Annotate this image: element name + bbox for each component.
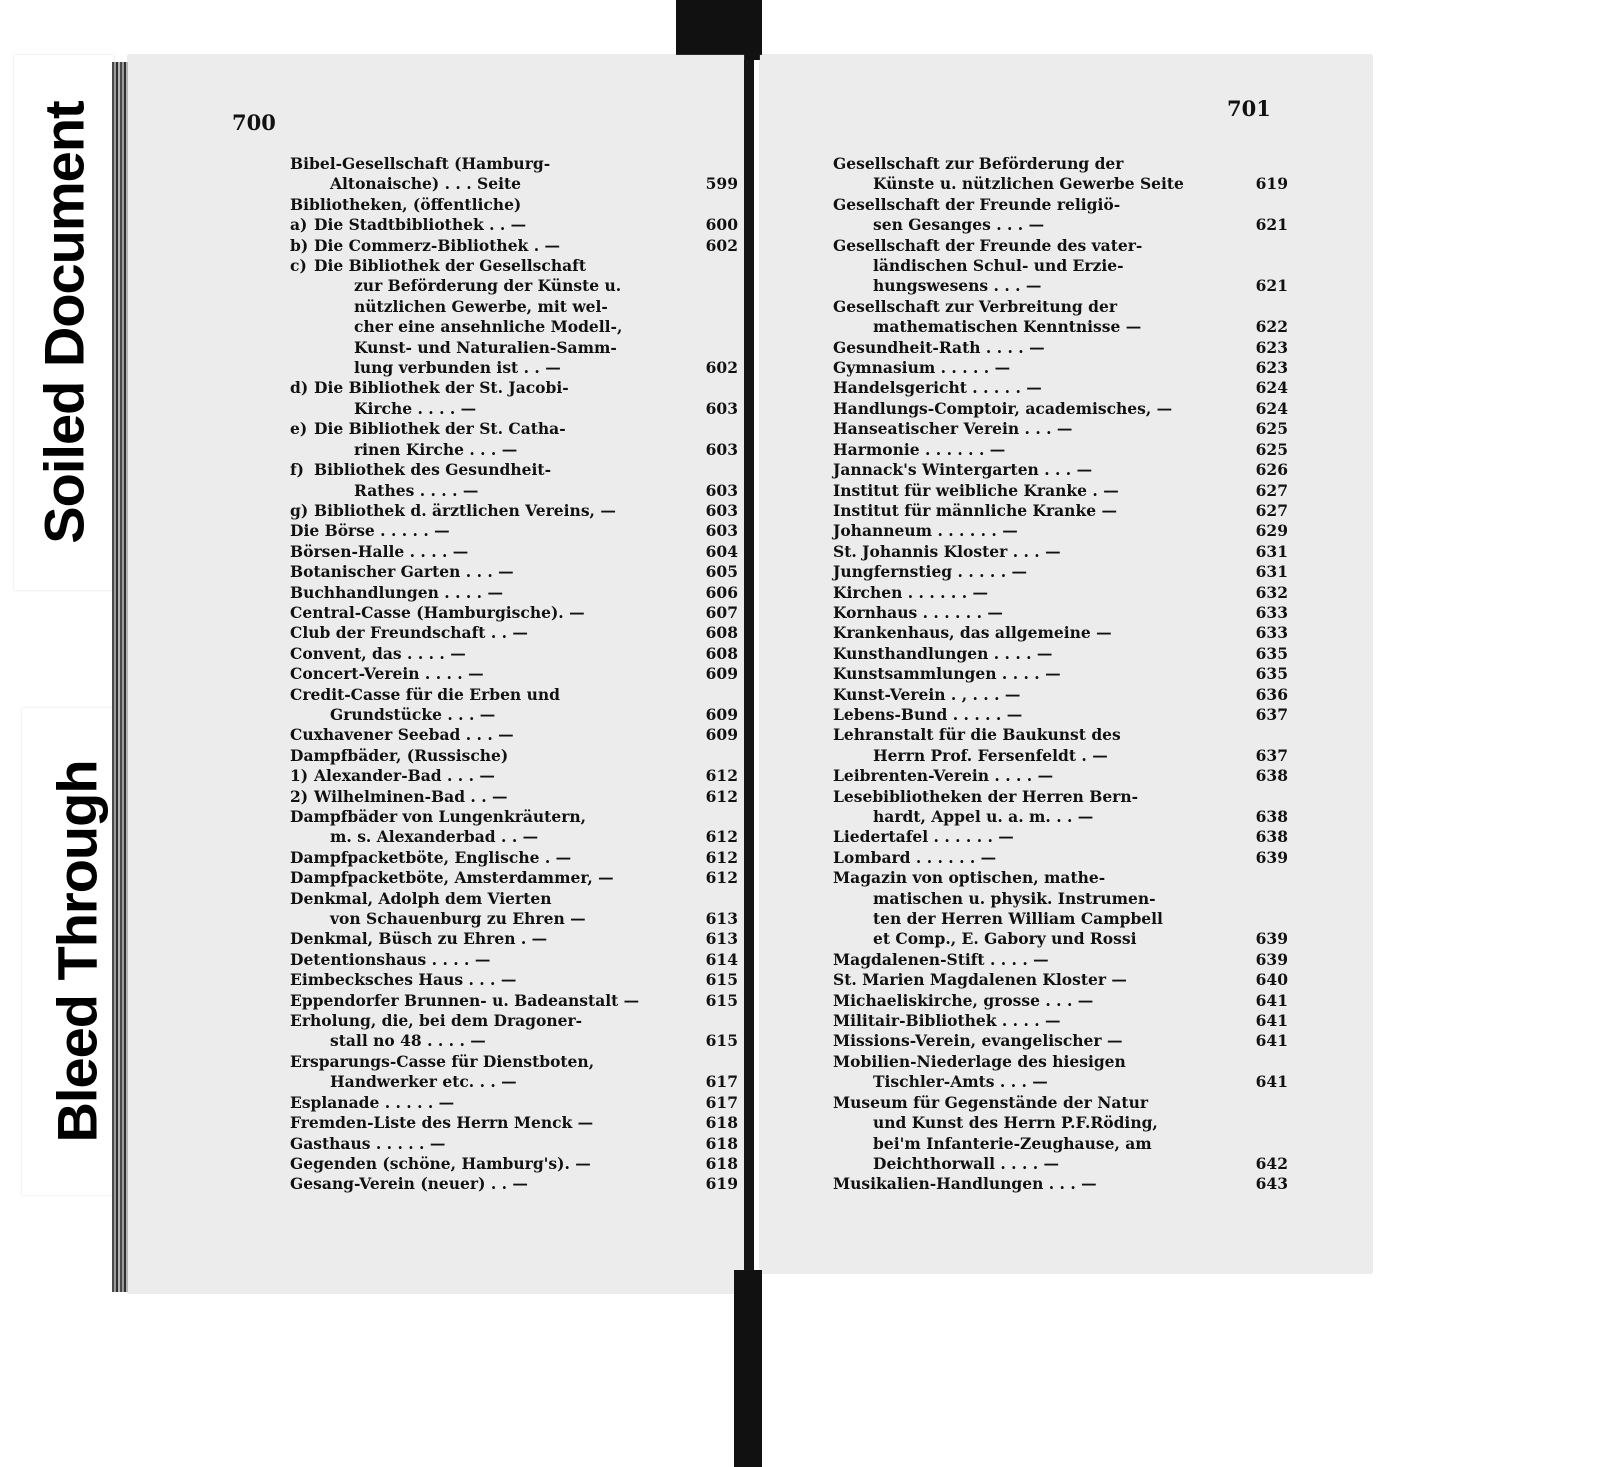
entry-text: Convent, das . . . . — <box>290 643 466 663</box>
entry-page-number: 608 <box>705 643 738 663</box>
index-entry-line <box>290 195 738 215</box>
index-entry-line <box>290 1113 738 1133</box>
entry-page-number: 618 <box>705 1113 738 1133</box>
binding-strap-bottom <box>734 1270 762 1467</box>
index-entry-line <box>290 807 738 827</box>
entry-page-number: 612 <box>705 786 738 806</box>
index-entry-line <box>290 440 738 460</box>
entry-text: Buchhandlungen . . . . — <box>290 582 503 602</box>
entry-text: Magdalenen-Stift . . . . — <box>833 949 1049 969</box>
index-entry-line <box>833 889 1288 909</box>
entry-text: Missions-Verein, evangelischer — <box>833 1031 1123 1051</box>
index-entry-line <box>290 174 738 194</box>
entry-page-number: 631 <box>1255 541 1288 561</box>
entry-index-marker: e) <box>290 419 308 439</box>
entry-page-number: 629 <box>1255 521 1288 541</box>
index-entry-line <box>290 1052 738 1072</box>
entry-page-number: 639 <box>1255 949 1288 969</box>
entry-index-marker: a) <box>290 215 308 235</box>
entry-text: Dampfpacketböte, Amsterdammer, — <box>290 868 614 888</box>
index-entry-line <box>290 991 738 1011</box>
entry-page-number: 636 <box>1255 684 1288 704</box>
entry-text: zur Beförderung der Künste u. <box>354 276 622 296</box>
entry-page-number: 641 <box>1255 1072 1288 1092</box>
entry-page-number: 622 <box>1255 317 1288 337</box>
index-entry-line <box>833 848 1288 868</box>
index-entry-line <box>833 746 1288 766</box>
entry-text: Kornhaus . . . . . . — <box>833 602 1003 622</box>
entry-text: Mobilien-Niederlage des hiesigen <box>833 1051 1126 1071</box>
entry-page-number: 631 <box>1255 562 1288 582</box>
entry-page-number: 621 <box>1255 276 1288 296</box>
index-entry-line <box>290 501 738 521</box>
entry-page-number: 605 <box>705 562 738 582</box>
index-entry-line <box>290 1031 738 1051</box>
index-entry-line <box>290 889 738 909</box>
entry-page-number: 625 <box>1255 419 1288 439</box>
index-entry-line <box>833 725 1288 745</box>
entry-text: Kirchen . . . . . . — <box>833 582 989 602</box>
index-entry-line <box>290 521 738 541</box>
entry-page-number: 641 <box>1255 990 1288 1010</box>
entry-text: Erholung, die, bei dem Dragoner- <box>290 1011 583 1031</box>
entry-text: Gesellschaft zur Beförderung der <box>833 154 1124 173</box>
entry-text: Lesebibliotheken der Herren Bern- <box>833 786 1139 806</box>
index-entry-line <box>290 827 738 847</box>
index-entry-line <box>833 399 1288 419</box>
entry-page-number: 609 <box>705 664 738 684</box>
entry-page-number: 614 <box>705 949 738 969</box>
index-entry-line <box>290 1134 738 1154</box>
entry-page-number: 615 <box>705 1031 738 1051</box>
entry-text: nützlichen Gewerbe, mit wel- <box>354 296 608 316</box>
entry-text: ten der Herren William Campbell <box>873 909 1163 929</box>
entry-text: Botanischer Garten . . . — <box>290 562 514 582</box>
entry-page-number: 640 <box>1255 970 1288 990</box>
index-entry-line <box>833 154 1288 174</box>
entry-page-number: 643 <box>1255 1174 1288 1194</box>
index-entry-line <box>833 991 1288 1011</box>
index-entry-line <box>833 501 1288 521</box>
entry-text: Gegenden (schöne, Hamburg's). — <box>290 1153 591 1173</box>
entry-text: stall no 48 . . . . — <box>330 1031 486 1051</box>
index-entry-line <box>833 1031 1288 1051</box>
index-entry-line <box>833 297 1288 317</box>
entry-text: Kunsthandlungen . . . . — <box>833 643 1053 663</box>
entry-page-number: 639 <box>1255 847 1288 867</box>
entry-text: Johanneum . . . . . . — <box>833 521 1018 541</box>
index-entry-line <box>290 542 738 562</box>
entry-text: Liedertafel . . . . . . — <box>833 827 1014 847</box>
index-entry-line <box>833 685 1288 705</box>
entry-page-number: 603 <box>705 500 738 520</box>
index-entry-line <box>833 1011 1288 1031</box>
entry-text: Jannack's Wintergarten . . . — <box>833 460 1093 480</box>
index-entry-line <box>290 419 738 439</box>
entry-index-marker: f) <box>290 460 305 480</box>
index-entry-line <box>290 154 738 174</box>
entry-page-number: 635 <box>1255 643 1288 663</box>
index-entry-line <box>290 256 738 276</box>
index-entry-line <box>833 481 1288 501</box>
book-gutter <box>744 60 754 1275</box>
index-entry-line <box>833 276 1288 296</box>
entry-text: Militair-Bibliothek . . . . — <box>833 1011 1061 1031</box>
entry-page-number: 604 <box>705 541 738 561</box>
right-index-list <box>833 154 1288 1195</box>
entry-text: et Comp., E. Gabory und Rossi <box>873 929 1137 949</box>
entry-text: Institut für männliche Kranke — <box>833 500 1117 520</box>
index-entry-line <box>290 1154 738 1174</box>
entry-text: Kunst-Verein . , . . . — <box>833 684 1021 704</box>
index-entry-line <box>833 378 1288 398</box>
entry-text: Die Bibliothek der St. Catha- <box>314 419 566 439</box>
index-entry-line <box>290 725 738 745</box>
index-entry-line <box>290 358 738 378</box>
index-entry-line <box>833 460 1288 480</box>
index-entry-line <box>833 583 1288 603</box>
index-entry-line <box>833 766 1288 786</box>
binding-strap-top <box>676 0 762 60</box>
entry-page-number: 613 <box>705 929 738 949</box>
entry-text: Die Stadtbibliothek . . — <box>314 215 527 235</box>
entry-text: m. s. Alexanderbad . . — <box>330 827 539 847</box>
entry-text: Ersparungs-Casse für Dienstboten, <box>290 1051 595 1071</box>
bleed-through-text: Bleed Through <box>45 760 109 1143</box>
soiled-document-text: Soiled Document <box>32 101 96 544</box>
entry-text: Tischler-Amts . . . — <box>873 1072 1048 1092</box>
entry-text: Museum für Gegenstände der Natur <box>833 1092 1149 1112</box>
entry-text: Rathes . . . . — <box>354 480 479 500</box>
index-entry-line <box>290 848 738 868</box>
entry-text: hungswesens . . . — <box>873 276 1042 296</box>
index-entry-line <box>833 970 1288 990</box>
entry-page-number: 625 <box>1255 439 1288 459</box>
entry-page-number: 613 <box>705 909 738 929</box>
index-entry-line <box>833 419 1288 439</box>
entry-text: Eimbecksches Haus . . . — <box>290 970 517 990</box>
entry-text: Handwerker etc. . . — <box>330 1072 517 1092</box>
index-entry-line <box>833 950 1288 970</box>
index-entry-line <box>833 868 1288 888</box>
index-entry-line <box>833 1113 1288 1133</box>
entry-page-number: 602 <box>705 235 738 255</box>
entry-text: Kunst- und Naturalien-Samm- <box>354 337 617 357</box>
entry-text: Herrn Prof. Fersenfeldt . — <box>873 745 1108 765</box>
entry-page-number: 627 <box>1255 480 1288 500</box>
entry-page-number: 619 <box>1255 174 1288 194</box>
entry-page-number: 609 <box>705 725 738 745</box>
entry-page-number: 617 <box>705 1072 738 1092</box>
index-entry-line <box>290 950 738 970</box>
index-entry-line <box>833 1174 1288 1194</box>
entry-page-number: 602 <box>705 358 738 378</box>
entry-page-number: 603 <box>705 398 738 418</box>
entry-text: hardt, Appel u. a. m. . . — <box>873 807 1094 826</box>
index-entry-line <box>290 276 738 296</box>
entry-text: bei'm Infanterie-Zeughause, am <box>873 1133 1152 1153</box>
left-index-list <box>290 154 738 1195</box>
entry-text: St. Johannis Kloster . . . — <box>833 541 1061 561</box>
index-entry-line <box>833 664 1288 684</box>
entry-page-number: 612 <box>705 827 738 847</box>
entry-text: Gesellschaft der Freunde religiö- <box>833 194 1121 214</box>
entry-index-marker: b) <box>290 235 309 255</box>
entry-text: Institut für weibliche Kranke . — <box>833 480 1119 500</box>
index-entry-line <box>290 1072 738 1092</box>
index-entry-line <box>290 317 738 337</box>
index-entry-line <box>290 868 738 888</box>
index-entry-line <box>833 827 1288 847</box>
index-entry-line <box>290 399 738 419</box>
index-entry-line <box>833 644 1288 664</box>
entry-text: lung verbunden ist . . — <box>354 358 561 378</box>
entry-text: von Schauenburg zu Ehren — <box>330 909 586 929</box>
entry-page-number: 618 <box>705 1153 738 1173</box>
index-entry-line <box>833 215 1288 235</box>
entry-page-number: 638 <box>1255 827 1288 847</box>
index-entry-line <box>290 1011 738 1031</box>
index-entry-line <box>290 562 738 582</box>
entry-text: Die Bibliothek der St. Jacobi- <box>314 378 569 398</box>
index-entry-line <box>290 460 738 480</box>
book-spine-edge <box>112 62 128 1292</box>
index-entry-line <box>290 909 738 929</box>
entry-text: Michaeliskirche, grosse . . . — <box>833 990 1094 1010</box>
entry-page-number: 633 <box>1255 602 1288 622</box>
entry-page-number: 606 <box>705 582 738 602</box>
index-entry-line <box>833 787 1288 807</box>
entry-text: mathematischen Kenntnisse — <box>873 317 1142 337</box>
entry-text: Deichthorwall . . . . — <box>873 1153 1060 1173</box>
entry-text: Gesundheit-Rath . . . . — <box>833 337 1045 357</box>
index-entry-line <box>290 787 738 807</box>
entry-text: Dampfbäder, (Russische) <box>290 745 509 765</box>
index-entry-line <box>833 236 1288 256</box>
index-entry-line <box>290 685 738 705</box>
index-entry-line <box>290 1093 738 1113</box>
entry-text: Altonaische) . . . Seite <box>330 174 521 194</box>
entry-text: Cuxhavener Seebad . . . — <box>290 725 514 745</box>
entry-page-number: 623 <box>1255 337 1288 357</box>
entry-index-marker: g) <box>290 500 309 520</box>
entry-text: Die Bibliothek der Gesellschaft <box>314 256 586 276</box>
index-entry-line <box>833 338 1288 358</box>
index-entry-line <box>833 705 1288 725</box>
entry-text: Die Börse . . . . . — <box>290 521 450 541</box>
entry-text: matischen u. physik. Instrumen- <box>873 888 1156 908</box>
entry-index-marker: d) <box>290 378 309 398</box>
index-entry-line <box>833 562 1288 582</box>
index-entry-line <box>290 644 738 664</box>
entry-text: rinen Kirche . . . — <box>354 439 518 459</box>
entry-text: Handelsgericht . . . . . — <box>833 378 1042 398</box>
index-entry-line <box>833 174 1288 194</box>
entry-page-number: 635 <box>1255 664 1288 684</box>
entry-page-number: 617 <box>705 1092 738 1112</box>
index-entry-line <box>833 317 1288 337</box>
index-entry-line <box>290 338 738 358</box>
index-entry-line <box>290 603 738 623</box>
entry-text: Harmonie . . . . . . — <box>833 439 1006 459</box>
entry-page-number: 607 <box>705 602 738 622</box>
entry-page-number: 615 <box>705 990 738 1010</box>
index-entry-line <box>290 705 738 725</box>
entry-text: Künste u. nützlichen Gewerbe Seite <box>873 174 1184 194</box>
entry-text: Dampfbäder von Lungenkräutern, <box>290 807 587 826</box>
entry-page-number: 608 <box>705 623 738 643</box>
index-entry-line <box>833 521 1288 541</box>
entry-text: Eppendorfer Brunnen- u. Badeanstalt — <box>290 990 640 1010</box>
entry-page-number: 603 <box>705 480 738 500</box>
entry-page-number: 618 <box>705 1133 738 1153</box>
entry-page-number: 599 <box>705 174 738 194</box>
entry-page-number: 641 <box>1255 1011 1288 1031</box>
entry-text: Lebens-Bund . . . . . — <box>833 704 1023 724</box>
entry-page-number: 612 <box>705 766 738 786</box>
entry-text: Leibrenten-Verein . . . . — <box>833 766 1054 786</box>
index-entry-line <box>290 378 738 398</box>
entry-page-number: 615 <box>705 970 738 990</box>
entry-text: Gymnasium . . . . . — <box>833 358 1011 378</box>
entry-text: Kirche . . . . — <box>354 398 477 418</box>
entry-page-number: 637 <box>1255 745 1288 765</box>
entry-page-number: 638 <box>1255 807 1288 826</box>
entry-page-number: 603 <box>705 521 738 541</box>
entry-index-marker: 2) <box>290 786 309 806</box>
index-entry-line <box>833 929 1288 949</box>
entry-text: Club der Freundschaft . . — <box>290 623 528 643</box>
entry-text: Denkmal, Büsch zu Ehren . — <box>290 929 548 949</box>
entry-text: Alexander-Bad . . . — <box>314 766 495 786</box>
entry-text: Grundstücke . . . — <box>330 704 496 724</box>
entry-text: ländischen Schul- und Erzie- <box>873 256 1124 276</box>
index-entry-line <box>290 236 738 256</box>
entry-text: Detentionshaus . . . . — <box>290 949 491 969</box>
soiled-document-label <box>14 55 114 590</box>
index-entry-line <box>833 623 1288 643</box>
index-entry-line <box>290 297 738 317</box>
index-entry-line <box>290 664 738 684</box>
index-entry-line <box>290 583 738 603</box>
entry-page-number: 641 <box>1255 1031 1288 1051</box>
entry-text: Krankenhaus, das allgemeine — <box>833 623 1112 643</box>
entry-page-number: 638 <box>1255 766 1288 786</box>
index-entry-line <box>833 1154 1288 1174</box>
index-entry-line <box>290 766 738 786</box>
entry-page-number: 624 <box>1255 378 1288 398</box>
entry-text: Dampfpacketböte, Englische . — <box>290 847 572 867</box>
index-entry-line <box>290 970 738 990</box>
entry-page-number: 623 <box>1255 358 1288 378</box>
entry-text: Gesellschaft der Freunde des vater- <box>833 235 1143 255</box>
entry-text: und Kunst des Herrn P.F.Röding, <box>873 1113 1158 1133</box>
entry-page-number: 626 <box>1255 460 1288 480</box>
entry-text: Musikalien-Handlungen . . . — <box>833 1174 1097 1194</box>
entry-page-number: 632 <box>1255 582 1288 602</box>
entry-text: Wilhelminen-Bad . . — <box>314 786 508 806</box>
entry-text: Gasthaus . . . . . — <box>290 1133 446 1153</box>
right-page-number: 701 <box>1227 96 1271 121</box>
entry-page-number: 627 <box>1255 500 1288 520</box>
entry-page-number: 619 <box>705 1174 738 1194</box>
index-entry-line <box>833 1093 1288 1113</box>
entry-page-number: 637 <box>1255 704 1288 724</box>
entry-text: Magazin von optischen, mathe- <box>833 868 1106 888</box>
entry-page-number: 612 <box>705 868 738 888</box>
entry-text: Jungfernstieg . . . . . — <box>833 562 1028 582</box>
entry-text: Börsen-Halle . . . . — <box>290 541 469 561</box>
index-entry-line <box>833 542 1288 562</box>
entry-page-number: 609 <box>705 704 738 724</box>
entry-text: Hanseatischer Verein . . . — <box>833 419 1073 439</box>
index-entry-line <box>833 909 1288 929</box>
index-entry-line <box>833 603 1288 623</box>
index-entry-line <box>833 1072 1288 1092</box>
index-entry-line <box>833 1052 1288 1072</box>
entry-text: Fremden-Liste des Herrn Menck — <box>290 1113 594 1133</box>
entry-text: Esplanade . . . . . — <box>290 1092 455 1112</box>
entry-text: Bibel-Gesellschaft (Hamburg- <box>290 154 551 173</box>
entry-page-number: 624 <box>1255 398 1288 418</box>
entry-page-number: 633 <box>1255 623 1288 643</box>
entry-text: Bibliotheken, (öffentliche) <box>290 194 522 214</box>
entry-text: Die Commerz-Bibliothek . — <box>314 235 560 255</box>
index-entry-line <box>290 481 738 501</box>
entry-text: sen Gesanges . . . — <box>873 215 1045 235</box>
entry-text: Gesellschaft zur Verbreitung der <box>833 296 1117 316</box>
index-entry-line <box>833 256 1288 276</box>
entry-text: Bibliothek d. ärztlichen Vereins, — <box>314 500 616 520</box>
index-entry-line <box>290 623 738 643</box>
index-entry-line <box>290 929 738 949</box>
entry-page-number: 600 <box>705 215 738 235</box>
entry-text: St. Marien Magdalenen Kloster — <box>833 970 1127 990</box>
entry-text: Lehranstalt für die Baukunst des <box>833 725 1121 745</box>
index-entry-line <box>833 440 1288 460</box>
index-entry-line <box>833 195 1288 215</box>
entry-text: Central-Casse (Hamburgische). — <box>290 602 585 622</box>
entry-text: Lombard . . . . . . — <box>833 847 997 867</box>
index-entry-line <box>833 1134 1288 1154</box>
index-entry-line <box>833 807 1288 827</box>
entry-text: Denkmal, Adolph dem Vierten <box>290 888 552 908</box>
entry-text: Bibliothek des Gesundheit- <box>314 460 552 480</box>
entry-page-number: 639 <box>1255 929 1288 949</box>
entry-page-number: 642 <box>1255 1153 1288 1173</box>
entry-index-marker: c) <box>290 256 307 276</box>
entry-text: Concert-Verein . . . . — <box>290 664 484 684</box>
entry-text: Kunstsammlungen . . . . — <box>833 664 1061 684</box>
entry-page-number: 603 <box>705 439 738 459</box>
entry-text: Handlungs-Comptoir, academisches, — <box>833 398 1173 418</box>
entry-text: Gesang-Verein (neuer) . . — <box>290 1174 528 1194</box>
entry-text: cher eine ansehnliche Modell-, <box>354 317 623 337</box>
index-entry-line <box>290 1174 738 1194</box>
entry-text: Credit-Casse für die Erben und <box>290 684 560 704</box>
index-entry-line <box>290 746 738 766</box>
index-entry-line <box>290 215 738 235</box>
entry-page-number: 612 <box>705 847 738 867</box>
left-page-number: 700 <box>232 110 276 135</box>
entry-index-marker: 1) <box>290 766 309 786</box>
entry-page-number: 621 <box>1255 215 1288 235</box>
index-entry-line <box>833 358 1288 378</box>
